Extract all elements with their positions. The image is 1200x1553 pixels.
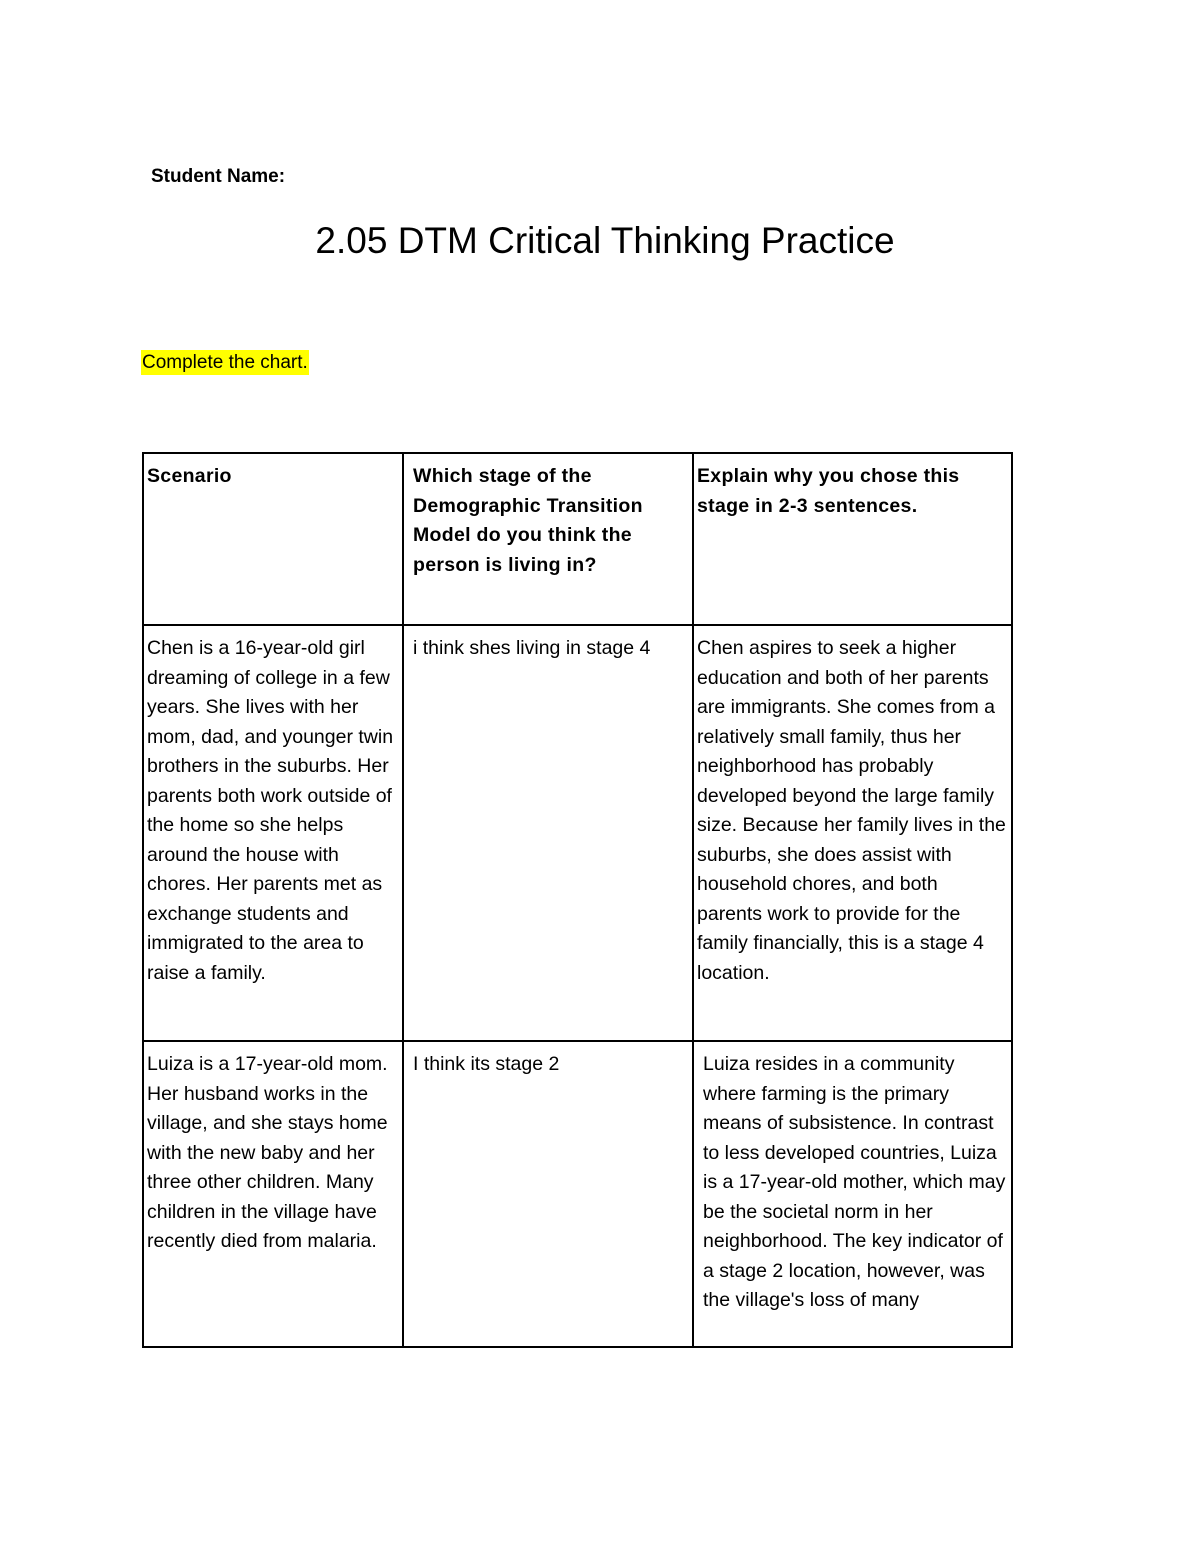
stage-answer-cell[interactable]: i think shes living in stage 4 [403, 625, 693, 1041]
scenario-cell[interactable]: Chen is a 16-year-old girl dreaming of college in a few years. She lives with her mom, dad, and younger twin brothers in the suburbs. Her parents both work outside of the home so she helps around the house with chores. Her parents met as exchange students and immigrated to the area to raise a family. [143, 625, 403, 1041]
table-header-row [143, 453, 1012, 625]
header-stage: Which stage of the Demographic Transition Model do you think the person is living in? [403, 453, 693, 625]
table-row [143, 1041, 1012, 1347]
explanation-answer-cell[interactable]: Chen aspires to seek a higher education and both of her parents are immigrants. She comes from a relatively small family, thus her neighborhood has probably developed beyond the large family size. Because her family lives in the suburbs, she does assist with household chores, and both parents work to provide for the family financially, this is a stage 4 location. [693, 625, 1012, 1041]
instruction-text: Complete the chart. [142, 352, 308, 373]
header-explanation: Explain why you chose this stage in 2-3 sentences. [693, 453, 1012, 625]
header-scenario: Scenario [143, 453, 403, 625]
explanation-answer-cell[interactable]: Luiza resides in a community where farming is the primary means of subsistence. In contrast to less developed countries, Luiza is a 17-year-old mother, which may be the societal norm in her neighborhood. The key indicator of a stage 2 location, however, was the village's loss of many [693, 1041, 1012, 1347]
student-name-label: Student Name: [151, 166, 286, 187]
dtm-chart-table [142, 452, 1013, 1348]
page-title: 2.05 DTM Critical Thinking Practice [315, 220, 895, 261]
table-row [143, 625, 1012, 1041]
scenario-cell[interactable]: Luiza is a 17-year-old mom. Her husband works in the village, and she stays home with the new baby and her three other children. Many children in the village have recently died from malaria. [143, 1041, 403, 1347]
stage-answer-cell[interactable]: I think its stage 2 [403, 1041, 693, 1347]
